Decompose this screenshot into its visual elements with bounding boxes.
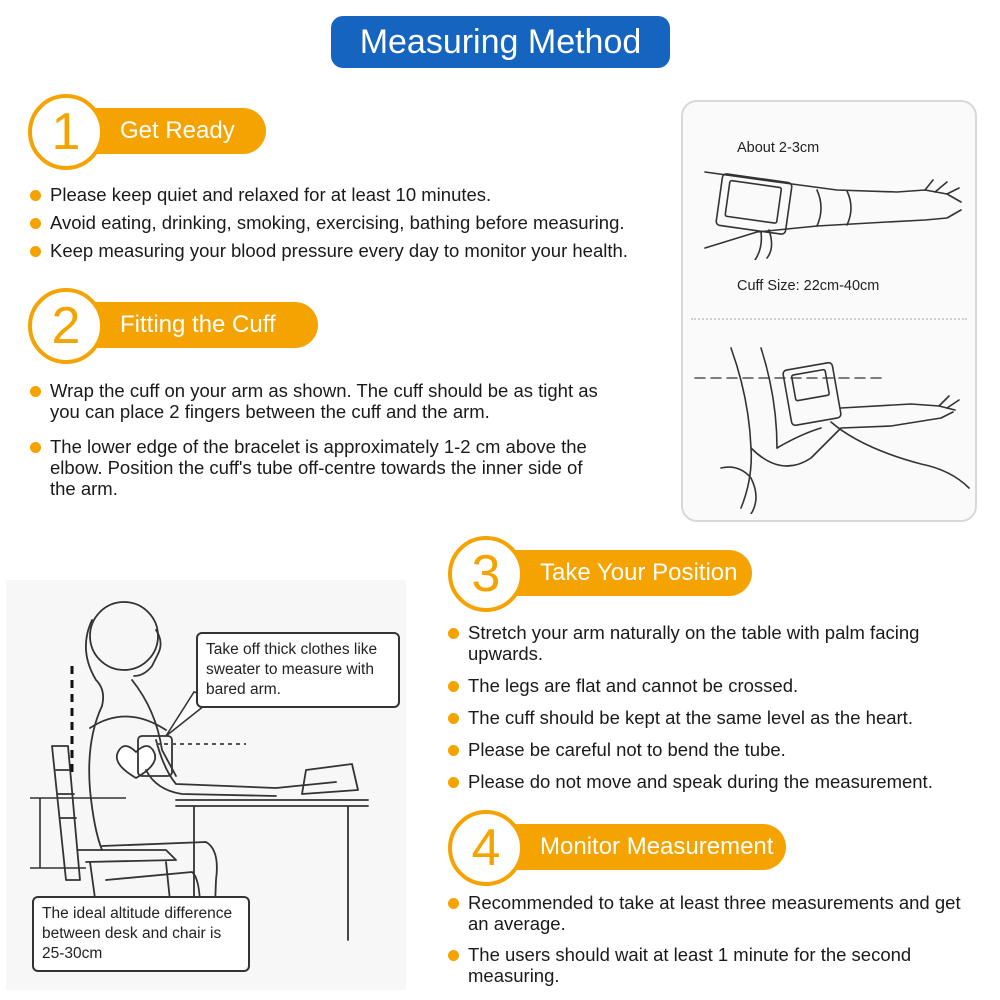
step-3-list xyxy=(448,622,988,792)
list-item: Stretch your arm naturally on the table with palm facing upwards. xyxy=(448,622,988,664)
step-4-number: 4 xyxy=(448,810,524,886)
step-1-number: 1 xyxy=(28,94,104,170)
list-item: Please keep quiet and relaxed for at least 10 minutes. xyxy=(30,184,680,205)
panel-divider xyxy=(691,318,967,320)
list-item: Please be careful not to bend the tube. xyxy=(448,739,988,760)
step-2-title: Fitting the Cuff xyxy=(76,302,318,348)
step-2-list xyxy=(30,380,610,499)
list-item: Wrap the cuff on your arm as shown. The cuff should be as tight as you can place 2 fingers between the cuff and the arm. xyxy=(30,380,610,422)
step-1-title: Get Ready xyxy=(76,108,266,154)
cuff-size-label: Cuff Size: 22cm-40cm xyxy=(737,278,880,294)
list-item: Recommended to take at least three measurements and get an average. xyxy=(448,892,968,934)
altitude-callout: The ideal altitude difference between desk and chair is 25-30cm xyxy=(32,896,250,972)
arm-with-cuff-illustration xyxy=(697,160,967,260)
list-item: The legs are flat and cannot be crossed. xyxy=(448,675,988,696)
list-item: The cuff should be kept at the same level as the heart. xyxy=(448,707,988,728)
clothes-callout: Take off thick clothes like sweater to measure with bared arm. xyxy=(196,632,400,708)
step-3-number: 3 xyxy=(448,536,524,612)
list-item: Avoid eating, drinking, smoking, exercising, bathing before measuring. xyxy=(30,212,680,233)
step-4-title: Monitor Measurement xyxy=(496,824,786,870)
list-item: Keep measuring your blood pressure every day to monitor your health. xyxy=(30,240,680,261)
page-title: Measuring Method xyxy=(331,16,670,68)
list-item: The lower edge of the bracelet is approximately 1-2 cm above the elbow. Position the cuff's tube off-centre towards the inner side of the arm. xyxy=(30,436,610,499)
list-item: Please do not move and speak during the measurement. xyxy=(448,771,988,792)
distance-label: About 2-3cm xyxy=(737,140,820,156)
step-4-list xyxy=(448,892,968,986)
step-2-number: 2 xyxy=(28,288,104,364)
step-1-list xyxy=(30,184,680,261)
cuff-fitting-illustration xyxy=(681,100,977,522)
elbow-position-illustration xyxy=(691,338,971,514)
list-item: The users should wait at least 1 minute for the second measuring. xyxy=(448,944,968,986)
step-3-title: Take Your Position xyxy=(496,550,752,596)
